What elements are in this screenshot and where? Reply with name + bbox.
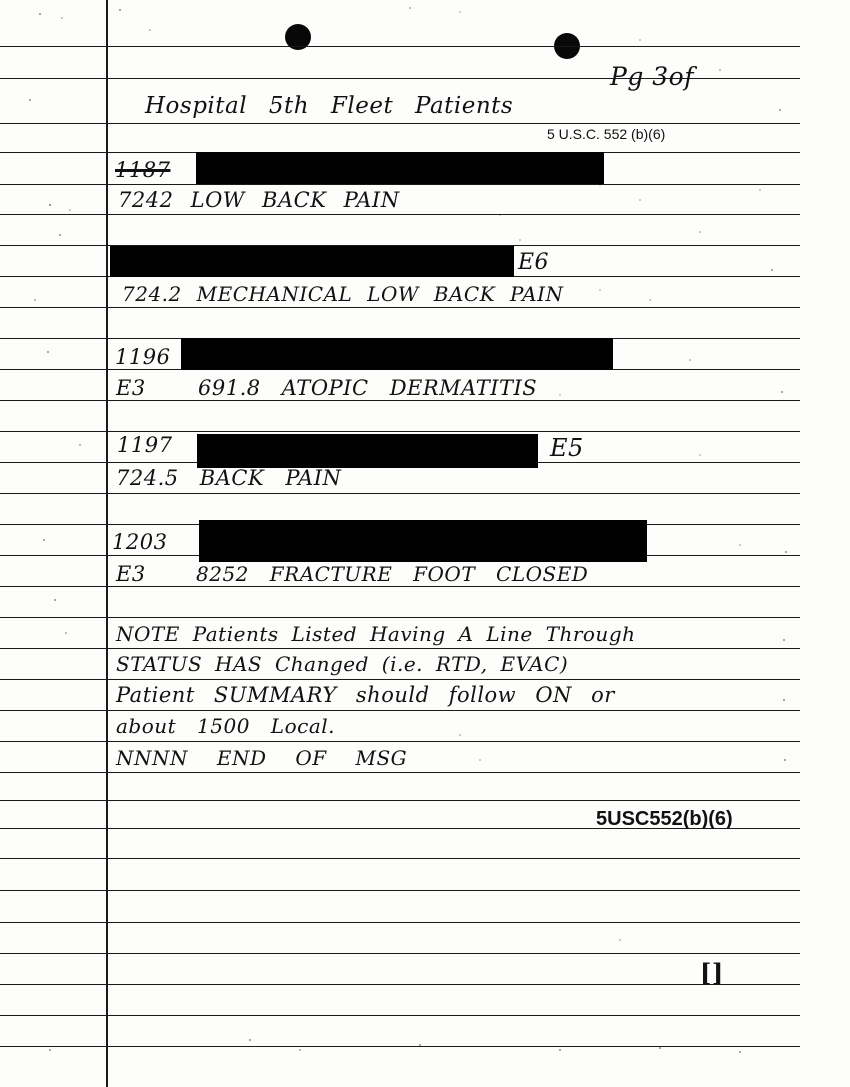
ruled-line [0, 307, 800, 308]
redaction-bar [197, 434, 538, 468]
note-line: NOTE Patients Listed Having A Line Through [116, 622, 636, 646]
redaction-bar [181, 338, 613, 370]
entry-grade: E6 [518, 250, 550, 275]
ruled-line [0, 800, 800, 801]
ruled-line [0, 922, 800, 923]
entry-diagnosis: 7242 LOW BACK PAIN [118, 188, 400, 212]
ruled-line [0, 431, 800, 432]
note-line: STATUS HAS Changed (i.e. RTD, EVAC) [116, 652, 569, 676]
ruled-line [0, 493, 800, 494]
ruled-line [0, 858, 800, 859]
ruled-line [0, 648, 800, 649]
ruled-line [0, 400, 800, 401]
exemption-stamp-bottom: 5USC552(b)(6) [596, 808, 733, 830]
ruled-line [0, 123, 800, 124]
ruled-line [0, 617, 800, 618]
entry-diagnosis: 691.8 ATOPIC DERMATITIS [198, 376, 538, 400]
ruled-line [0, 46, 800, 47]
entry-number: 1203 [112, 530, 168, 554]
note-line: Patient SUMMARY should follow ON or [116, 683, 615, 707]
margin-line [106, 0, 108, 1087]
page-number: Pg 3of [610, 62, 694, 91]
ruled-line [0, 741, 800, 742]
entry-number: 1196 [115, 345, 171, 369]
ruled-line [0, 710, 800, 711]
ruled-line [0, 984, 800, 985]
note-line: NNNN END OF MSG [116, 746, 408, 770]
entry-diagnosis: 724.2 MECHANICAL LOW BACK PAIN [122, 282, 564, 306]
page-heading: Hospital 5th Fleet Patients [145, 93, 514, 119]
redaction-bar [199, 520, 647, 562]
ruled-line [0, 679, 800, 680]
ruled-line [0, 1015, 800, 1016]
ruled-line [0, 1046, 800, 1047]
ruled-line [0, 214, 800, 215]
note-line: about 1500 Local. [116, 714, 335, 738]
entry-number: 1197 [117, 433, 173, 457]
entry-diagnosis: 724.5 BACK PAIN [116, 466, 342, 490]
ruled-line [0, 184, 800, 185]
entry-grade: E5 [550, 434, 584, 462]
exemption-stamp-top: 5 U.S.C. 552 (b)(6) [547, 126, 666, 142]
ruled-line [0, 772, 800, 773]
corner-mark: [] [700, 958, 724, 987]
entry-diagnosis: 8252 FRACTURE FOOT CLOSED [196, 562, 589, 586]
ruled-line [0, 890, 800, 891]
entry-grade: E3 [116, 562, 146, 586]
redaction-bar [196, 152, 604, 184]
ruled-line [0, 586, 800, 587]
entry-number: 1187 [115, 158, 171, 182]
ruled-line [0, 953, 800, 954]
entry-grade: E3 [116, 376, 146, 400]
redaction-bar [110, 246, 514, 277]
